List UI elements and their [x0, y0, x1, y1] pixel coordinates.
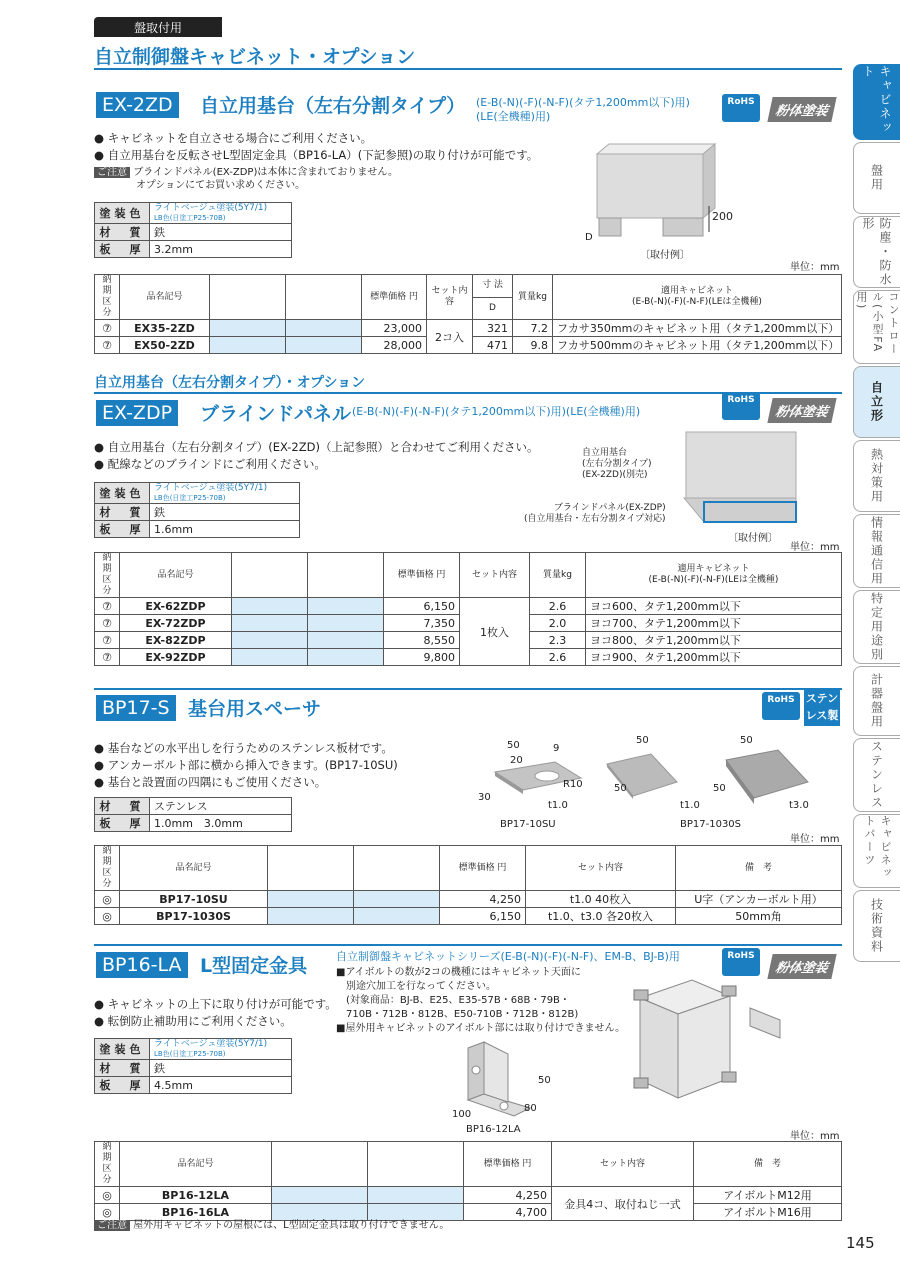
rohs-label: RoHS [727, 395, 755, 405]
side-tab-label: 自立形 [869, 381, 884, 423]
figure-label [582, 448, 652, 481]
col-header: 標準価格 円 [362, 275, 427, 320]
figure-caption: BP17-10SU [500, 819, 556, 830]
side-tab-label: 熱対策用 [869, 448, 884, 504]
cell-weight: 2.0 [530, 615, 586, 632]
unit-label: 単位：mm [790, 834, 840, 845]
cell-dim: 471 [473, 337, 513, 354]
col-header: セット内容 [552, 1142, 694, 1187]
cell-price: 6,150 [384, 598, 460, 615]
dim-label: t1.0 [680, 800, 700, 811]
col-header: 納期区分 [95, 846, 120, 891]
cell-weight: 9.8 [513, 337, 553, 354]
section-heading: 自立用基台（左右分割タイプ）・オプション [94, 375, 366, 391]
col-header: 品名記号 [120, 846, 268, 891]
product-code-bp17s: BP17-S [96, 695, 176, 721]
cell-price: 7,350 [384, 615, 460, 632]
spec-table [94, 482, 300, 538]
col-header-blank [268, 846, 354, 891]
cell-price: 4,250 [440, 891, 526, 908]
cell-applicable: ヨコ700、タテ1,200mm以下 [586, 615, 842, 632]
powder-coat-badge: 粉体塗装 [767, 954, 836, 979]
dim-label: R10 [563, 779, 583, 790]
spec-value-sub: LB色(日塗工P25-70B) [154, 494, 226, 502]
cell-weight: 2.3 [530, 632, 586, 649]
cell-delivery: ⑦ [95, 337, 120, 354]
spec-value-sub: LB色(日塗工P25-70B) [154, 1050, 226, 1058]
rohs-label: RoHS [727, 951, 755, 961]
col-header: 納期区分 [95, 553, 120, 598]
cell-delivery: ⑦ [95, 632, 120, 649]
cell-model: EX-82ZDP [120, 632, 232, 649]
caution-text: ブラインドパネル(EX-ZDP)は本体に含まれておりません。 [133, 167, 398, 178]
note-line: (対象商品：BJ-B、E25、E35-57B・68B・79B・ [336, 995, 570, 1006]
spec-key: 板 厚 [95, 815, 150, 832]
cell-applicable: ヨコ800、タテ1,200mm以下 [586, 632, 842, 649]
product-title: ブラインドパネル [200, 403, 352, 425]
bullet-text: ● 基台などの水平出しを行うためのステンレス板材です。 [94, 741, 393, 755]
col-header: セット内容 [526, 846, 676, 891]
product-table [94, 1141, 842, 1221]
bullet-text: ● 自立用基台を反転させL型固定金具（BP16-LA）(下記参照)の取り付けが可能です。 [94, 148, 539, 162]
spec-table [94, 1038, 292, 1094]
dim-label: t3.0 [789, 800, 809, 811]
cell-remarks: アイボルトM16用 [694, 1204, 842, 1221]
dim-label: 30 [478, 792, 491, 803]
side-tab-cabinet[interactable] [853, 64, 900, 140]
section-rule [94, 688, 842, 690]
dimension-height: 200 [712, 210, 733, 223]
cell-price: 23,000 [362, 320, 427, 337]
side-tab-freestanding[interactable] [853, 366, 900, 438]
figure-caption: BP17-1030S [680, 819, 742, 830]
section-rule [94, 944, 842, 946]
dim-label: 50 [538, 1075, 551, 1086]
side-tab-label: 盤用 [869, 164, 884, 192]
caution-label: ご注意 [94, 1220, 130, 1231]
dim-label: t1.0 [548, 800, 568, 811]
cell-blank [308, 598, 384, 615]
cell-blank [308, 632, 384, 649]
figure-label-text: 自立用基台 [582, 448, 628, 458]
blind-panel-figure [680, 428, 800, 528]
cell-delivery: ⑦ [95, 649, 120, 666]
product-table [94, 274, 842, 354]
caution-label: ご注意 [94, 167, 130, 178]
figure-label-text: (左右分割タイプ) [582, 459, 652, 469]
col-header: 品名記号 [120, 1142, 272, 1187]
spec-value: 1.0mm 3.0mm [150, 815, 292, 832]
product-title: 自立用基台（左右分割タイプ） [200, 95, 466, 117]
cell-weight: 7.2 [513, 320, 553, 337]
side-tab-panel[interactable] [853, 142, 900, 214]
cell-blank [232, 649, 308, 666]
bullet-text: ● キャビネットを自立させる場合にご利用ください。 [94, 131, 373, 145]
cabinet-bracket-figure [630, 968, 800, 1108]
dim-label: 50 [713, 783, 726, 794]
page-title: 自立制御盤キャビネット・オプション [94, 46, 416, 68]
dim-label: 20 [510, 755, 523, 766]
cell-remarks: アイボルトM12用 [694, 1187, 842, 1204]
spec-key: 材 質 [95, 1060, 150, 1077]
spacer-square-figure-2 [718, 742, 818, 808]
bullet-text: ● 自立用基台（左右分割タイプ）(EX-2ZD)（上記参照）と合わせてご利用ください。 [94, 440, 539, 454]
product-subtitle: (E-B(-N)(-F)(-N-F)(タテ1,200mm以下)用)(LE(全機種)用) [352, 405, 641, 418]
side-tab-waterproof[interactable] [853, 216, 900, 288]
col-header-sub: (E-B(-N)(-F)(-N-F)(LEは全機種) [648, 575, 779, 585]
bullet-text: ● キャビネットの上下に取り付けが可能です。 [94, 997, 337, 1011]
note-line: 別途穴加工を行なってください。 [336, 981, 496, 992]
spec-key: 材 質 [95, 798, 150, 815]
spec-table [94, 202, 292, 258]
cell-blank [354, 891, 440, 908]
figure-caption: 〔取付例〕 [640, 250, 690, 261]
cell-model: BP17-10SU [120, 891, 268, 908]
spec-value-sub: LB色(日塗工P25-70B) [154, 214, 226, 222]
cell-blank [268, 891, 354, 908]
col-header: 備 考 [676, 846, 842, 891]
cell-price: 8,550 [384, 632, 460, 649]
cell-applicable: フカサ350mmのキャビネット用（タテ1,200mm以下） [553, 320, 842, 337]
side-tab-thermal[interactable] [853, 440, 900, 512]
col-header: 備 考 [694, 1142, 842, 1187]
dimension-d: D [585, 232, 593, 243]
side-tab-meter[interactable] [853, 666, 900, 736]
product-subtitle: (LE(全機種)用) [476, 110, 551, 123]
cell-set: 2コ入 [427, 320, 473, 354]
spec-key: 板 厚 [95, 521, 150, 538]
rohs-label: RoHS [767, 695, 795, 705]
dim-label: 50 [740, 735, 753, 746]
cell-set: t1.0 40枚入 [526, 891, 676, 908]
cell-set: 金具4コ、取付ねじ一式 [552, 1187, 694, 1221]
notes [336, 966, 625, 1036]
cell-model: BP17-1030S [120, 908, 268, 925]
unit-label: 単位：mm [790, 542, 840, 553]
cell-model: BP16-16LA [120, 1204, 272, 1221]
product-table [94, 845, 842, 925]
cell-delivery: ◎ [95, 891, 120, 908]
side-tab-telecom[interactable] [853, 514, 900, 588]
spec-key: 板 厚 [95, 241, 150, 258]
base-mount-figure [575, 140, 745, 250]
cell-blank [232, 598, 308, 615]
powder-coat-badge: 粉体塗装 [767, 398, 836, 423]
product-title: L型固定金具 [200, 955, 308, 977]
col-header-blank [368, 1142, 464, 1187]
cell-applicable: ヨコ600、タテ1,200mm以下 [586, 598, 842, 615]
cell-price: 4,700 [464, 1204, 552, 1221]
side-tab-label: 計器盤用 [869, 673, 884, 729]
col-header-blank [308, 553, 384, 598]
col-header: 適用キャビネット [677, 564, 750, 574]
cell-price: 28,000 [362, 337, 427, 354]
note-line: ■屋外用キャビネットのアイボルト部には取り付けできません。 [336, 1023, 626, 1034]
spec-key: 材 質 [95, 224, 150, 241]
category-tag: 盤取付用 [94, 17, 222, 37]
col-header-blank [210, 275, 286, 320]
col-header-blank [354, 846, 440, 891]
spec-value: 鉄 [150, 224, 292, 241]
col-header-blank [286, 275, 362, 320]
product-title: 基台用スペーサ [188, 698, 322, 720]
note-line: ■アイボルトの数が2コの機種にはキャビネット天面に [336, 967, 581, 978]
cell-applicable: ヨコ900、タテ1,200mm以下 [586, 649, 842, 666]
spec-key: 板 厚 [95, 1077, 150, 1094]
cell-model: EX35-2ZD [120, 320, 210, 337]
side-tab-special[interactable] [853, 590, 900, 664]
cell-delivery: ◎ [95, 1204, 120, 1221]
cell-model: EX-92ZDP [120, 649, 232, 666]
side-tab-label: 情報通信用 [869, 516, 884, 586]
table-row [95, 908, 842, 925]
spec-value: ライトベージュ塗装(5Y7/1) [154, 483, 268, 493]
cell-remarks: 50mm角 [676, 908, 842, 925]
figure-label-text: (EX-2ZD)(別売) [582, 470, 648, 480]
spec-key: 材 質 [95, 504, 150, 521]
cell-price: 9,800 [384, 649, 460, 666]
col-header: 標準価格 円 [464, 1142, 552, 1187]
rohs-badge [722, 94, 760, 122]
rohs-label: RoHS [727, 97, 755, 107]
spec-key: 塗装色 [95, 483, 150, 504]
dim-label: 80 [524, 1103, 537, 1114]
dim-label: 50 [507, 740, 520, 751]
cell-delivery: ⑦ [95, 615, 120, 632]
bullet-text: ● 配線などのブラインドにご利用ください。 [94, 457, 326, 471]
bullet-text: ● アンカーボルト部に横から挿入できます。(BP17-10SU) [94, 758, 398, 772]
powder-coat-badge: 粉体塗装 [767, 97, 836, 122]
dim-label: 50 [636, 735, 649, 746]
spec-value: 4.5mm [150, 1077, 292, 1094]
cell-blank [286, 337, 362, 354]
cell-blank [308, 649, 384, 666]
caution-note [94, 166, 398, 192]
cell-delivery: ⑦ [95, 598, 120, 615]
spec-value: 鉄 [150, 504, 300, 521]
cell-blank [232, 632, 308, 649]
dim-label: 100 [452, 1109, 472, 1120]
cell-blank [308, 615, 384, 632]
side-tab-label: ステンレス [869, 740, 884, 810]
side-tab-label: キャビネットパーツ [863, 815, 892, 880]
cell-set: 1枚入 [460, 598, 530, 666]
cell-blank [286, 320, 362, 337]
col-header: 寸 法 [473, 275, 513, 298]
side-tab-label: 防塵・防水形 [861, 217, 892, 287]
cell-model: EX-62ZDP [120, 598, 232, 615]
bullet-text: ● 転倒防止補助用にご利用ください。 [94, 1014, 292, 1028]
col-header: 適用キャビネット [660, 286, 733, 296]
product-subtitle: (E-B(-N)(-F)(-N-F)(タテ1,200mm以下)用) [476, 96, 690, 109]
cell-applicable: フカサ500mmのキャビネット用（タテ1,200mm以下） [553, 337, 842, 354]
unit-label: 単位：mm [790, 262, 840, 273]
cell-model: EX-72ZDP [120, 615, 232, 632]
side-tab-technical[interactable] [853, 890, 900, 962]
cell-model: EX50-2ZD [120, 337, 210, 354]
stainless-badge: ステンレス製 [804, 690, 840, 726]
spec-value: ステンレス [150, 798, 292, 815]
product-table [94, 552, 842, 666]
dim-label: 9 [553, 743, 560, 754]
note-line: 710B・712B・812B、E50-710B・712B・812B) [336, 1009, 579, 1020]
rohs-badge [762, 692, 800, 720]
col-header: セット内容 [427, 275, 473, 320]
cell-blank [272, 1187, 368, 1204]
col-header: 標準価格 円 [384, 553, 460, 598]
cell-blank [354, 908, 440, 925]
side-tab-label: 特定用途別 [869, 592, 884, 662]
table-row [95, 891, 842, 908]
spec-value: 鉄 [150, 1060, 292, 1077]
col-header: 品名記号 [120, 553, 232, 598]
table-row [95, 320, 842, 337]
figure-label-text: (自立用基台・左右分割タイプ対応) [524, 514, 666, 524]
col-header-blank [272, 1142, 368, 1187]
cell-delivery: ◎ [95, 908, 120, 925]
cell-price: 4,250 [464, 1187, 552, 1204]
cell-blank [210, 337, 286, 354]
cell-dim: 321 [473, 320, 513, 337]
col-header: セット内容 [460, 553, 530, 598]
spec-key: 塗装色 [95, 203, 150, 224]
side-tab-parts[interactable] [853, 814, 900, 888]
caution-text: オプションにてお買い求めください。 [136, 180, 306, 191]
side-tab-label: 技術資料 [869, 898, 884, 954]
spec-value: ライトベージュ塗装(5Y7/1) [154, 1039, 268, 1049]
col-header: D [473, 297, 513, 320]
cell-model: BP16-12LA [120, 1187, 272, 1204]
col-header: 標準価格 円 [440, 846, 526, 891]
col-header: 納期区分 [95, 275, 120, 320]
spacer-square-figure-1 [595, 746, 685, 812]
dim-label: 50 [614, 783, 627, 794]
cell-price: 6,150 [440, 908, 526, 925]
figure-caption: BP16-12LA [466, 1124, 521, 1135]
cell-blank [210, 320, 286, 337]
cell-set: t1.0、t3.0 各20枚入 [526, 908, 676, 925]
figure-label-text: ブラインドパネル(EX-ZDP) [553, 503, 666, 513]
cell-weight: 2.6 [530, 649, 586, 666]
side-tab-stainless[interactable] [853, 738, 900, 812]
figure-label [524, 503, 666, 525]
spec-table [94, 797, 292, 832]
product-code-bp16la: BP16-LA [96, 952, 188, 978]
side-tab-control[interactable] [853, 290, 900, 364]
col-header: 品名記号 [120, 275, 210, 320]
cell-blank [268, 908, 354, 925]
table-row [95, 598, 842, 615]
col-header: 質量kg [530, 553, 586, 598]
cell-weight: 2.6 [530, 598, 586, 615]
rohs-badge [722, 392, 760, 420]
cell-delivery: ◎ [95, 1187, 120, 1204]
product-code-ex2zd: EX-2ZD [96, 92, 179, 118]
cell-remarks: U字（アンカーボルト用） [676, 891, 842, 908]
bullet-text: ● 基台と設置面の四隅にもご使用ください。 [94, 775, 327, 789]
col-header: 質量kg [513, 275, 553, 320]
unit-label: 単位：mm [790, 1131, 840, 1142]
side-tab-label: コントロール(小型FA用) [855, 291, 900, 356]
cell-blank [368, 1187, 464, 1204]
side-tab-label: キャビネット [861, 65, 892, 135]
product-code-exzdp: EX-ZDP [96, 400, 178, 426]
page-number: 145 [846, 1234, 875, 1252]
figure-caption: 〔取付例〕 [728, 533, 778, 544]
caution-note [94, 1216, 449, 1231]
product-subtitle: 自立制御盤キャビネットシリーズ(E-B(-N)(-F)(-N-F)、EM-B、BJ-B)用 [336, 950, 680, 963]
spec-value: ライトベージュ塗装(5Y7/1) [154, 203, 268, 213]
col-header-blank [232, 553, 308, 598]
cell-blank [232, 615, 308, 632]
col-header: 納期区分 [95, 1142, 120, 1187]
title-rule [94, 68, 842, 70]
table-row [95, 1187, 842, 1204]
cell-delivery: ⑦ [95, 320, 120, 337]
caution-text: 屋外用キャビネットの屋根には、L型固定金具は取り付けできません。 [133, 1220, 450, 1231]
spec-key: 塗装色 [95, 1039, 150, 1060]
spec-value: 1.6mm [150, 521, 300, 538]
col-header-sub: (E-B(-N)(-F)(-N-F)(LEは全機種) [632, 297, 762, 307]
spec-value: 3.2mm [150, 241, 292, 258]
